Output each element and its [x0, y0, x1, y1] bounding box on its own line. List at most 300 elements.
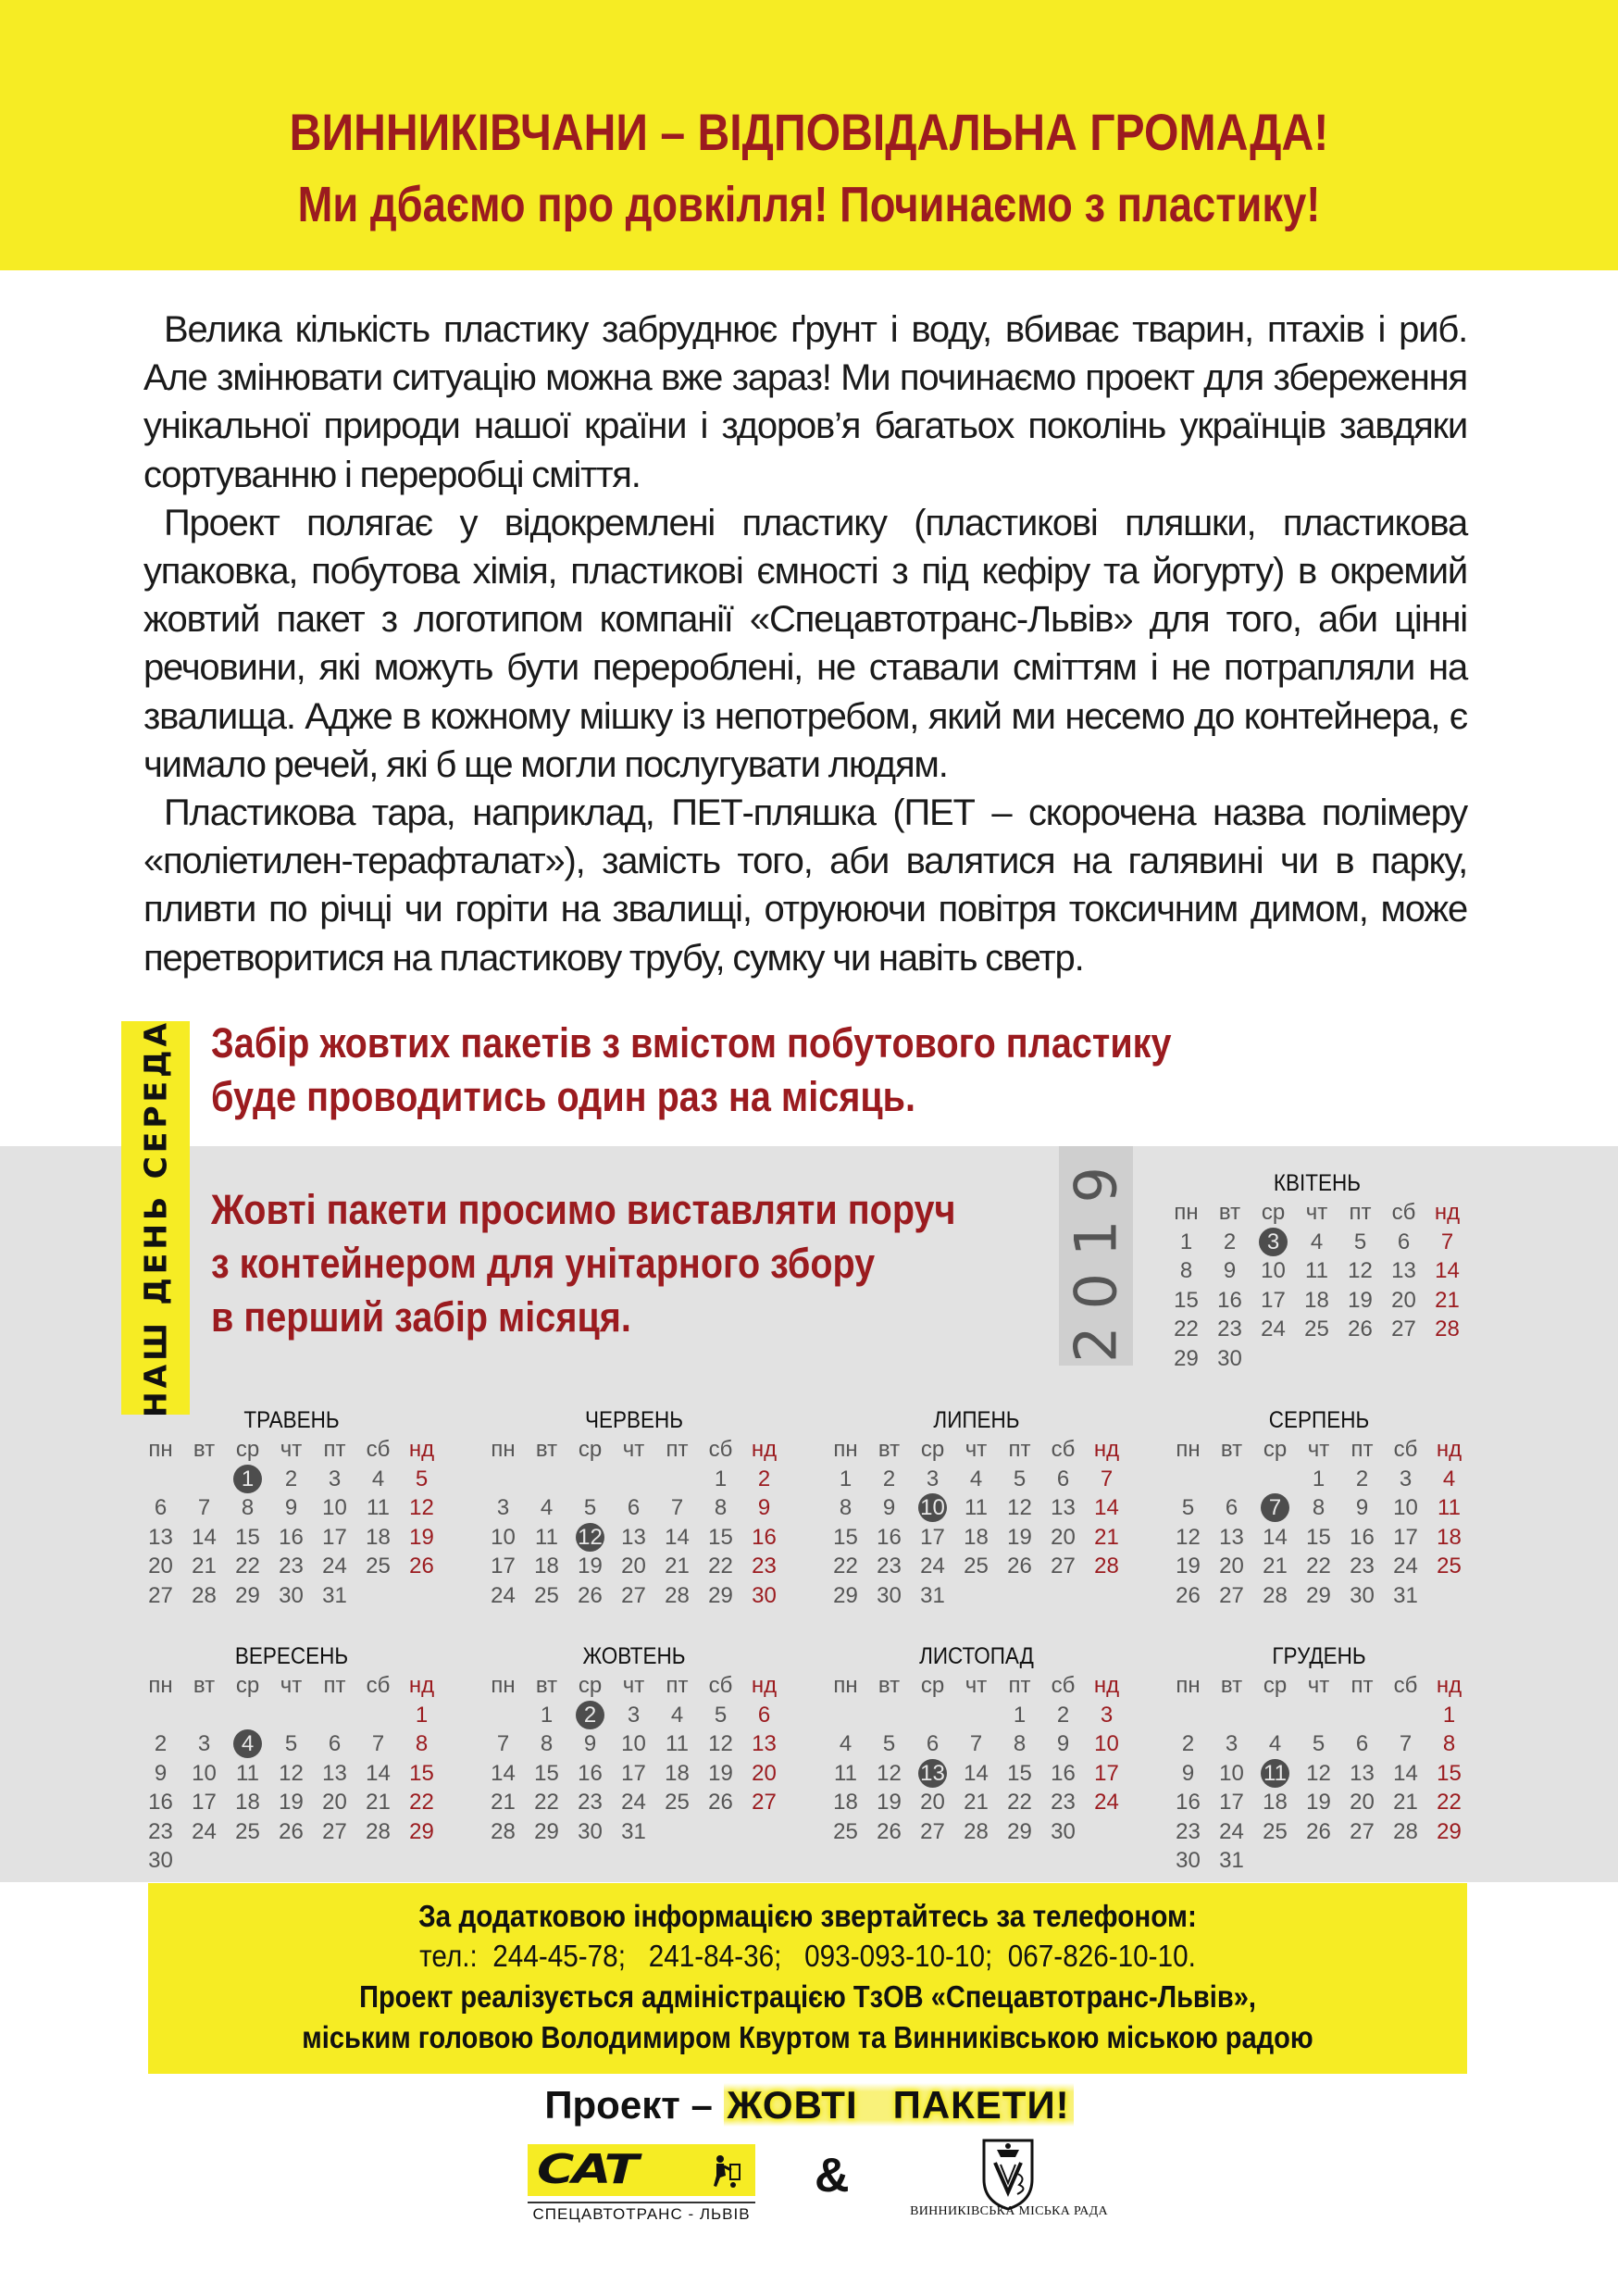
day-number: 20	[621, 1554, 646, 1578]
day-cell	[1253, 1523, 1297, 1553]
day-number: 21	[491, 1790, 516, 1815]
day-cell	[1166, 1552, 1210, 1581]
month-calendar	[139, 1641, 444, 1876]
day-cell	[742, 1729, 786, 1759]
day-number: 30	[1217, 1345, 1242, 1371]
month-calendar	[824, 1405, 1129, 1610]
contact-info-box	[148, 1883, 1467, 2074]
day-cell	[481, 1523, 525, 1553]
day-cell	[1041, 1701, 1085, 1730]
day-cell	[1297, 1759, 1340, 1789]
day-cell	[1384, 1788, 1427, 1817]
collection-day	[911, 1759, 954, 1789]
day-cell	[1295, 1228, 1338, 1257]
day-number: 4	[1268, 1731, 1282, 1756]
weekday-header: нд	[408, 1673, 435, 1698]
day-number: 29	[1007, 1818, 1032, 1844]
day-number: 3	[1100, 1702, 1114, 1728]
day-cell	[400, 1523, 443, 1553]
day-number: 3	[627, 1702, 641, 1728]
empty-cell	[824, 1701, 867, 1730]
day-number: 4	[1442, 1466, 1456, 1491]
month-calendar	[1164, 1168, 1470, 1373]
day-cell	[824, 1523, 867, 1553]
day-number: 15	[235, 1524, 260, 1550]
day-cell	[612, 1552, 655, 1581]
day-number: 17	[1219, 1790, 1244, 1815]
notice-line: в перший забір місяця.	[211, 1293, 631, 1341]
weekday-header: пн	[833, 1673, 858, 1698]
day-cell	[1297, 1523, 1340, 1553]
notice-monthly	[211, 1017, 1172, 1124]
day-cell	[356, 1817, 400, 1847]
day-number: 4	[233, 1729, 262, 1758]
empty-cell	[1340, 1701, 1384, 1730]
day-number: 28	[964, 1818, 989, 1844]
day-number: 20	[322, 1790, 347, 1815]
day-number: 24	[920, 1554, 945, 1578]
day-cell	[1425, 1228, 1469, 1257]
day-cell	[699, 1701, 742, 1730]
day-number: 8	[540, 1731, 554, 1756]
day-number: 23	[877, 1554, 902, 1578]
day-cell	[699, 1552, 742, 1581]
day-number: 11	[236, 1760, 259, 1786]
day-cell	[481, 1493, 525, 1523]
day-cell	[1340, 1788, 1384, 1817]
day-number: 4	[540, 1495, 554, 1520]
day-cell	[612, 1817, 655, 1847]
month-name: КВІТЕНЬ	[1273, 1170, 1362, 1196]
day-number: 29	[534, 1818, 559, 1844]
day-number: 3	[496, 1495, 510, 1520]
day-number: 29	[235, 1582, 260, 1608]
day-number: 6	[154, 1495, 168, 1520]
day-cell	[182, 1523, 226, 1553]
day-cell	[1253, 1581, 1297, 1611]
day-cell	[1297, 1729, 1340, 1759]
day-cell	[1384, 1552, 1427, 1581]
day-cell	[998, 1701, 1041, 1730]
weekday-header: пн	[491, 1673, 516, 1698]
day-cell	[867, 1581, 911, 1611]
day-cell	[699, 1581, 742, 1611]
day-cell	[998, 1817, 1041, 1847]
day-number: 12	[1348, 1258, 1373, 1283]
day-number: 17	[1094, 1760, 1119, 1786]
day-cell	[139, 1493, 182, 1523]
day-cell	[954, 1788, 998, 1817]
weekday-header: вт	[1220, 1437, 1243, 1462]
day-cell	[1210, 1729, 1253, 1759]
day-cell	[139, 1846, 182, 1876]
day-number: 27	[1219, 1582, 1244, 1608]
day-cell	[1427, 1817, 1471, 1847]
day-number: 3	[1399, 1466, 1413, 1491]
day-cell	[655, 1701, 699, 1730]
day-number: 9	[1355, 1495, 1369, 1520]
day-number: 8	[1442, 1731, 1456, 1756]
day-number: 8	[714, 1495, 728, 1520]
day-number: 3	[1259, 1228, 1288, 1256]
day-number: 18	[964, 1524, 989, 1550]
day-cell	[1085, 1523, 1128, 1553]
day-cell	[612, 1493, 655, 1523]
sat-logo-letters: CAT	[537, 2146, 637, 2193]
day-cell	[1210, 1523, 1253, 1553]
day-number: 18	[235, 1790, 260, 1815]
day-cell	[742, 1788, 786, 1817]
weekday-header: пт	[666, 1437, 689, 1462]
day-cell	[1164, 1256, 1208, 1286]
day-cell	[1166, 1759, 1210, 1789]
day-cell	[1166, 1729, 1210, 1759]
weekday-header: чт	[1307, 1673, 1330, 1698]
day-number: 6	[627, 1495, 641, 1520]
day-number: 27	[322, 1818, 347, 1844]
day-cell	[824, 1493, 867, 1523]
day-number: 10	[491, 1524, 516, 1550]
day-number: 5	[714, 1702, 728, 1728]
day-cell	[1297, 1552, 1340, 1581]
day-cell	[954, 1817, 998, 1847]
day-cell	[313, 1788, 356, 1817]
day-number: 8	[1179, 1258, 1193, 1283]
day-number: 28	[491, 1818, 516, 1844]
day-cell	[1384, 1581, 1427, 1611]
day-number: 15	[1437, 1760, 1462, 1786]
day-number: 9	[882, 1495, 896, 1520]
weekday-header: пн	[1176, 1437, 1201, 1462]
weekday-header: пн	[833, 1437, 858, 1462]
day-number: 15	[1306, 1524, 1331, 1550]
weekday-header: вт	[1218, 1200, 1241, 1225]
day-number: 27	[148, 1582, 173, 1608]
day-cell	[525, 1817, 568, 1847]
day-cell	[1425, 1256, 1469, 1286]
coat-of-arms-icon	[977, 2137, 1039, 2211]
day-number: 10	[322, 1495, 347, 1520]
day-cell	[1166, 1523, 1210, 1553]
day-cell	[1384, 1729, 1427, 1759]
notice-placement	[211, 1183, 956, 1344]
day-number: 13	[752, 1731, 777, 1756]
weekday-header: пн	[1174, 1200, 1199, 1225]
weekday-header: сб	[1393, 1437, 1418, 1462]
day-cell	[699, 1465, 742, 1494]
day-number: 2	[1181, 1731, 1195, 1756]
day-cell	[1166, 1493, 1210, 1523]
day-cell	[954, 1465, 998, 1494]
day-number: 11	[1438, 1495, 1461, 1520]
day-number: 30	[1176, 1848, 1201, 1873]
day-number: 2	[1355, 1466, 1369, 1491]
day-number: 21	[1435, 1287, 1460, 1313]
day-number: 6	[1397, 1229, 1411, 1254]
month-calendar	[824, 1641, 1129, 1846]
day-cell	[1340, 1465, 1384, 1494]
day-cell	[139, 1759, 182, 1789]
day-number: 18	[833, 1790, 858, 1815]
main-title: ВИННИКІВЧАНИ – ВІДПОВІДАЛЬНА ГРОМАДА!	[289, 103, 1329, 161]
day-cell	[1338, 1228, 1382, 1257]
day-cell	[1340, 1759, 1384, 1789]
day-cell	[1041, 1759, 1085, 1789]
day-number: 26	[409, 1554, 434, 1578]
day-number: 28	[366, 1818, 391, 1844]
intro-text	[143, 306, 1467, 982]
day-number: 5	[284, 1731, 298, 1756]
day-number: 30	[578, 1818, 603, 1844]
day-number: 7	[371, 1731, 385, 1756]
phone-number: 093-093-10-10;	[804, 1939, 993, 1973]
weekday-header: пт	[1008, 1673, 1031, 1698]
day-cell	[699, 1523, 742, 1553]
day-number: 1	[1013, 1702, 1027, 1728]
notice-line: з контейнером для унітарного збору	[211, 1240, 876, 1287]
day-number: 13	[322, 1760, 347, 1786]
day-cell	[1384, 1465, 1427, 1494]
day-cell	[1208, 1228, 1251, 1257]
day-number: 13	[1350, 1760, 1375, 1786]
day-number: 29	[1306, 1582, 1331, 1608]
day-cell	[612, 1701, 655, 1730]
month-grid	[139, 1671, 444, 1876]
day-cell	[655, 1493, 699, 1523]
weekday-header: сб	[1051, 1673, 1076, 1698]
day-number: 12	[708, 1731, 733, 1756]
day-number: 16	[877, 1524, 902, 1550]
day-cell	[824, 1729, 867, 1759]
day-cell	[313, 1465, 356, 1494]
day-number: 29	[708, 1582, 733, 1608]
day-number: 22	[1007, 1790, 1032, 1815]
day-number: 2	[154, 1731, 168, 1756]
weekday-header: сб	[1393, 1673, 1418, 1698]
day-number: 23	[1176, 1818, 1201, 1844]
day-number: 9	[1181, 1760, 1195, 1786]
weekday-header: сб	[366, 1437, 391, 1462]
day-number: 12	[409, 1495, 434, 1520]
day-number: 29	[833, 1582, 858, 1608]
day-cell	[1382, 1228, 1425, 1257]
day-cell	[568, 1759, 612, 1789]
collection-day	[1251, 1228, 1295, 1257]
day-cell	[400, 1465, 443, 1494]
day-cell	[612, 1729, 655, 1759]
day-number: 7	[1261, 1493, 1289, 1522]
day-number: 29	[1437, 1818, 1462, 1844]
day-number: 19	[578, 1554, 603, 1578]
empty-cell	[612, 1465, 655, 1494]
day-number: 2	[1056, 1702, 1070, 1728]
day-cell	[1085, 1759, 1128, 1789]
day-cell	[269, 1759, 313, 1789]
day-cell	[1338, 1256, 1382, 1286]
day-cell	[226, 1817, 269, 1847]
day-number: 22	[708, 1554, 733, 1578]
day-cell	[1338, 1286, 1382, 1316]
weekday-header: ср	[1263, 1673, 1288, 1698]
weekday-header: чт	[280, 1437, 303, 1462]
weekday-header: сб	[708, 1437, 733, 1462]
day-number: 1	[540, 1702, 554, 1728]
weekday-header: сб	[708, 1673, 733, 1698]
empty-cell	[313, 1701, 356, 1730]
day-number: 9	[154, 1760, 168, 1786]
day-number: 11	[834, 1760, 857, 1786]
day-cell	[400, 1701, 443, 1730]
day-cell	[139, 1552, 182, 1581]
day-number: 16	[1217, 1287, 1242, 1313]
day-number: 17	[491, 1554, 516, 1578]
day-cell	[226, 1552, 269, 1581]
day-number: 13	[918, 1759, 947, 1788]
day-cell	[1253, 1729, 1297, 1759]
day-number: 16	[752, 1524, 777, 1550]
day-cell	[525, 1788, 568, 1817]
day-number: 28	[192, 1582, 217, 1608]
day-number: 21	[665, 1554, 690, 1578]
day-number: 7	[496, 1731, 510, 1756]
day-number: 17	[1261, 1287, 1286, 1313]
empty-cell	[954, 1701, 998, 1730]
day-number: 31	[621, 1818, 646, 1844]
day-number: 6	[757, 1702, 771, 1728]
month-grid	[139, 1435, 444, 1610]
day-cell	[1251, 1256, 1295, 1286]
day-number: 28	[1393, 1818, 1418, 1844]
day-number: 28	[1263, 1582, 1288, 1608]
weekday-header: пн	[1176, 1673, 1201, 1698]
day-cell	[269, 1729, 313, 1759]
day-number: 11	[1261, 1759, 1289, 1788]
month-calendar	[1166, 1405, 1472, 1610]
day-number: 8	[1013, 1731, 1027, 1756]
day-number: 30	[1350, 1582, 1375, 1608]
day-number: 11	[666, 1731, 689, 1756]
weekday-header: чт	[965, 1673, 988, 1698]
day-number: 24	[1219, 1818, 1244, 1844]
day-number: 28	[1435, 1316, 1460, 1341]
day-cell	[911, 1552, 954, 1581]
day-cell	[742, 1523, 786, 1553]
day-cell	[400, 1788, 443, 1817]
day-cell	[1164, 1228, 1208, 1257]
collection-day-label	[121, 1018, 190, 1417]
collection-day	[1253, 1759, 1297, 1789]
day-number: 22	[534, 1790, 559, 1815]
day-number: 4	[371, 1466, 385, 1491]
day-cell	[655, 1581, 699, 1611]
day-number: 17	[920, 1524, 945, 1550]
empty-cell	[182, 1465, 226, 1494]
day-cell	[1210, 1581, 1253, 1611]
day-cell	[1210, 1552, 1253, 1581]
day-cell	[226, 1493, 269, 1523]
day-number: 13	[148, 1524, 173, 1550]
year-text: 2019	[1062, 1149, 1130, 1363]
weekday-header: нд	[1436, 1437, 1462, 1462]
slogan-prefix: Проект –	[544, 2083, 713, 2127]
day-cell	[1297, 1465, 1340, 1494]
day-cell	[400, 1493, 443, 1523]
month-calendar	[481, 1405, 787, 1610]
day-cell	[1085, 1788, 1128, 1817]
day-cell	[655, 1729, 699, 1759]
day-number: 9	[284, 1495, 298, 1520]
day-cell	[1427, 1465, 1471, 1494]
day-cell	[954, 1729, 998, 1759]
day-cell	[742, 1581, 786, 1611]
weekday-header: вт	[535, 1673, 558, 1698]
month-grid	[481, 1671, 787, 1846]
day-cell	[226, 1759, 269, 1789]
day-cell	[824, 1788, 867, 1817]
day-number: 30	[148, 1848, 173, 1873]
weekday-header: ср	[578, 1437, 603, 1462]
month-grid	[824, 1671, 1129, 1846]
day-cell	[1297, 1817, 1340, 1847]
day-cell	[824, 1759, 867, 1789]
day-cell	[612, 1523, 655, 1553]
weekday-header: ср	[578, 1673, 603, 1698]
day-cell	[867, 1552, 911, 1581]
day-number: 1	[714, 1466, 728, 1491]
day-cell	[313, 1581, 356, 1611]
day-number: 26	[1176, 1582, 1201, 1608]
day-number: 5	[1353, 1229, 1367, 1254]
day-number: 12	[1306, 1760, 1331, 1786]
day-number: 31	[1393, 1582, 1418, 1608]
day-number: 14	[1263, 1524, 1288, 1550]
day-cell	[911, 1581, 954, 1611]
day-cell	[1427, 1729, 1471, 1759]
weekday-header: пн	[148, 1673, 173, 1698]
day-cell	[655, 1552, 699, 1581]
day-cell	[742, 1465, 786, 1494]
day-cell	[356, 1493, 400, 1523]
day-number: 25	[665, 1790, 690, 1815]
day-cell	[1210, 1846, 1253, 1876]
day-number: 18	[366, 1524, 391, 1550]
day-cell	[356, 1788, 400, 1817]
day-number: 10	[192, 1760, 217, 1786]
phone-number: 067-826-10-10.	[1007, 1939, 1196, 1973]
day-cell	[400, 1817, 443, 1847]
day-number: 15	[1007, 1760, 1032, 1786]
day-number: 1	[415, 1702, 429, 1728]
day-number: 23	[578, 1790, 603, 1815]
notice-line: Жовті пакети просимо виставляти поруч	[211, 1186, 956, 1233]
day-cell	[1208, 1286, 1251, 1316]
day-cell	[1166, 1581, 1210, 1611]
weekday-header: пт	[666, 1673, 689, 1698]
day-number: 17	[322, 1524, 347, 1550]
day-cell	[525, 1729, 568, 1759]
day-number: 23	[1051, 1790, 1076, 1815]
day-number: 30	[877, 1582, 902, 1608]
day-number: 27	[1350, 1818, 1375, 1844]
day-number: 19	[279, 1790, 304, 1815]
day-number: 6	[1355, 1731, 1369, 1756]
day-number: 1	[1312, 1466, 1326, 1491]
phone-number: 241-84-36;	[648, 1939, 782, 1973]
day-number: 13	[1391, 1258, 1416, 1283]
day-number: 27	[1051, 1554, 1076, 1578]
day-number: 22	[235, 1554, 260, 1578]
day-number: 4	[969, 1466, 983, 1491]
